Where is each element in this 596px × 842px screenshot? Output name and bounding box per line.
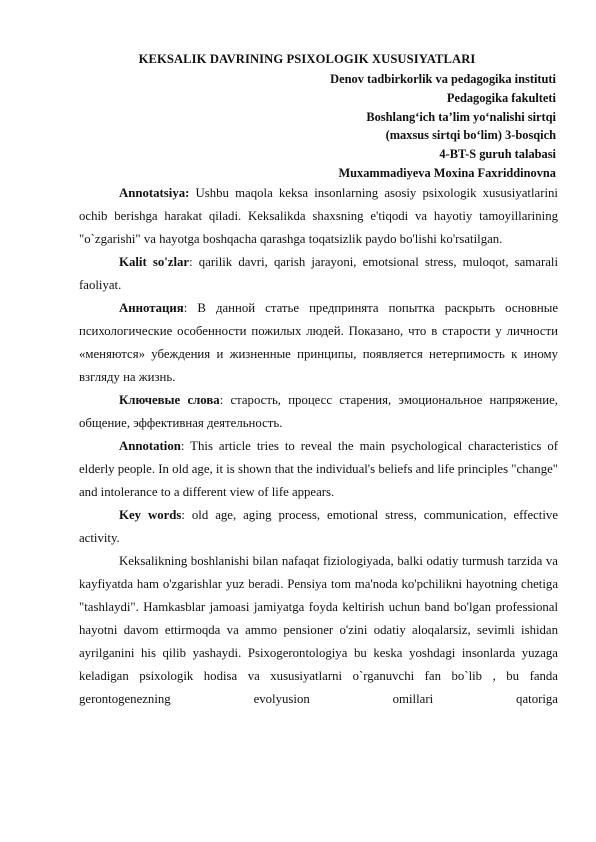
annotation-uz-label: Annotatsiya: <box>119 186 190 200</box>
faculty-name: Pedagogika fakulteti <box>446 90 556 105</box>
keywords-ru-label: Ключевые слова <box>119 393 220 407</box>
keywords-uz-text: : qarilik davri, qarish jarayoni, emotsional stress, muloqot, samarali faoliyat. <box>79 255 558 292</box>
department-name: Boshlang‘ich ta’lim yo‘nalishi sirtqi <box>366 109 556 124</box>
body-paragraph: Keksalikning boshlanishi bilan nafaqat fiziologiyada, balki odatiy turmush tarzida va kayfiyatda ham o'zgarishlar yuz beradi. Pensiya tom ma'noda ko'pchilikni hayotning chetiga "tashlaydi". Hamkasblar jamoasi jamiyatga foyda keltirish uchun band bo'lgan professional hayotni davom ettirmoqda va ammo pensioner o'zini odatiy aloqalarsiz, sevimli ishidan ayrilganini his qilib yashaydi. Psixogerontologiya bu keska yoshdagi insonlarda yuzaga keladigan psixologik hodisa va xususiyatlarni o`rganuvchi fan bo`lib , bu fanda gerontogenezning evolyusion omillari qatoriga <box>79 554 558 706</box>
keywords-uz <box>79 251 558 297</box>
article-title: KEKSALIK DAVRINING PSIXOLOGIK XUSUSIYATLARI <box>138 52 476 66</box>
keywords-en <box>79 504 558 550</box>
annotation-en <box>79 435 558 504</box>
keywords-ru-text: : старость, процесс старения, эмоциональное напряжение, общение, эффективная деятельность. <box>79 393 558 430</box>
article-body <box>79 182 558 711</box>
keywords-ru <box>79 389 558 435</box>
annotation-ru-text: : В данной статье предпринята попытка раскрыть основные психологические особенности пожилых людей. Показано, что в старости у личности «меняются» убеждения и жизненные принципы, появляется нетерпимость к иному взгляду на жизнь. <box>79 301 558 384</box>
annotation-uz <box>79 182 558 251</box>
student-group: 4-BT-S guruh talabasi <box>439 147 556 162</box>
annotation-ru-label: Аннотация <box>119 301 184 315</box>
keywords-en-text: : old age, aging process, emotional stress, communication, effective activity. <box>79 508 558 545</box>
author-affiliation <box>156 70 556 183</box>
institute-name: Denov tadbirkorlik va pedagogika instituti <box>330 72 556 86</box>
author-name: Muxammadiyeva Moxina Faxriddinovna <box>338 165 556 180</box>
annotation-en-text: : This article tries to reveal the main psychological characteristics of elderly people. In old age, it is shown that the individual's beliefs and life principles "change" and intolerance to a different view of life appears. <box>79 439 558 499</box>
keywords-en-label: Key words <box>119 508 182 522</box>
annotation-en-label: Annotation <box>119 439 181 453</box>
annotation-uz-text: Ushbu maqola keksa insonlarning asosiy psixologik xususiyatlarini ochib berishga harakat qiladi. Keksalikda shaxsning e'tiqodi va hayotiy tamoyillarining "o`zgarishi" va hayotga boshqacha qarashga toqatsizlik paydo bo'lishi ko'rsatilgan. <box>79 186 558 246</box>
keywords-uz-label: Kalit so'zlar <box>119 255 190 269</box>
annotation-ru <box>79 297 558 389</box>
study-level: (maxsus sirtqi bo‘lim) 3-bosqich <box>385 128 556 143</box>
